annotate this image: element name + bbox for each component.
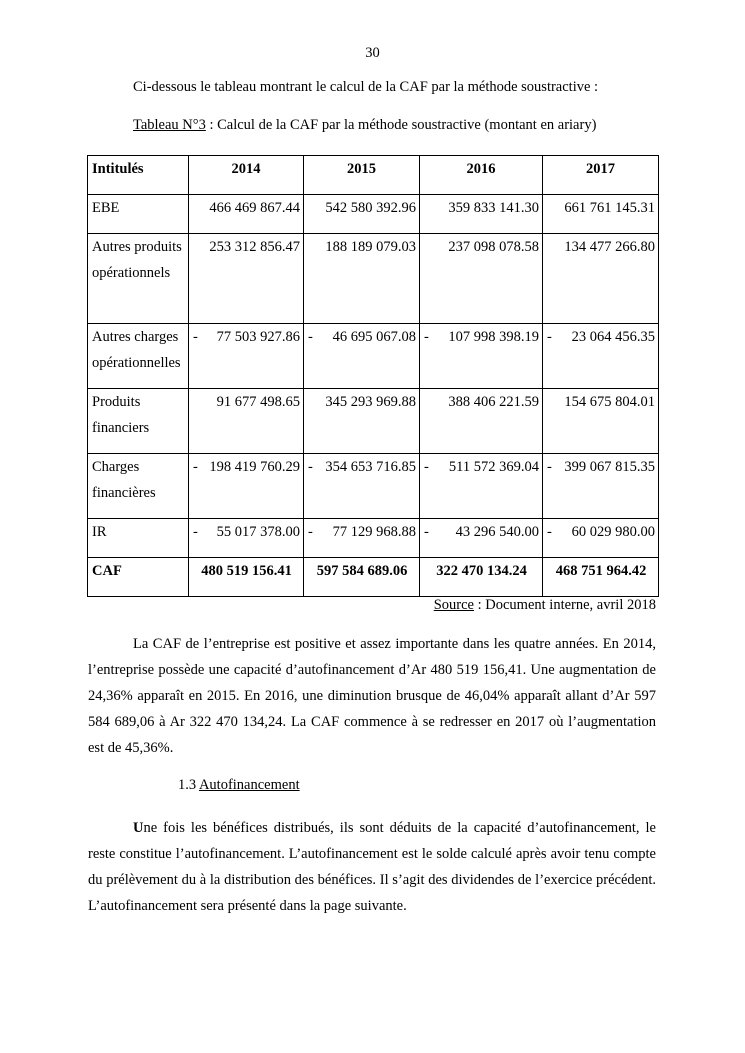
value-cell: 480 519 156.41 [189,558,304,597]
paragraph-initial: U [133,820,144,836]
table-source [434,597,656,614]
source-text: : Document interne, avril 2018 [473,597,656,613]
negative-sign: - [193,459,198,475]
value-cell: - 354 653 716.85 [304,454,420,519]
header-cell: 2015 [304,156,420,195]
table-row [88,324,659,389]
value-cell: 661 761 145.31 [543,195,659,234]
table-row [88,195,659,234]
row-label: Produits financiers [88,389,189,454]
negative-sign: - [308,329,313,345]
header-cell: 2014 [189,156,304,195]
negative-sign: - [193,524,198,540]
paragraph-autofinancement [88,815,656,919]
row-label: IR [88,519,189,558]
negative-sign: - [424,459,429,475]
negative-sign: - [308,524,313,540]
value-cell: 466 469 867.44 [189,195,304,234]
intro-text: Ci-dessous le tableau montrant le calcul de la CAF par la méthode soustractive : [133,79,599,95]
source-label: Source [433,597,474,613]
value-cell: - 46 695 067.08 [304,324,420,389]
row-label: Autres produits opérationnels [88,234,189,324]
table-row [88,234,659,324]
value-cell: - 77 503 927.86 [189,324,304,389]
row-label: CAF [88,558,189,597]
negative-sign: - [308,459,313,475]
row-label: Charges financières [88,454,189,519]
value-cell: 542 580 392.96 [304,195,420,234]
value-cell: 134 477 266.80 [543,234,659,324]
value-cell: - 511 572 369.04 [420,454,543,519]
negative-sign: - [547,329,552,345]
table-row [88,454,659,519]
value-cell: 91 677 498.65 [189,389,304,454]
negative-sign: - [547,459,552,475]
value-cell: 322 470 134.24 [420,558,543,597]
value-cell: - 55 017 378.00 [189,519,304,558]
negative-sign: - [193,329,198,345]
value-cell: 188 189 079.03 [304,234,420,324]
value-cell: 253 312 856.47 [189,234,304,324]
value-cell: - 23 064 456.35 [543,324,659,389]
value-cell: - 43 296 540.00 [420,519,543,558]
table-header-row [88,156,659,195]
table-caption-label: Tableau N°3 [133,117,206,133]
value-cell: 597 584 689.06 [304,558,420,597]
paragraph-caf-analysis: La CAF de l’entreprise est positive et assez importante dans les quatre années. En 2014, l’entreprise possède une capacité d’autofinancement d’Ar 480 519 156,41. Une augmentation de 24,36% apparaît en 2015. En 2016, une diminution brusque de 46,04% apparaît allant d’Ar 597 584 689,06 à Ar 322 470 134,24. La CAF commence à se redresser en 2017 où l’augmentation est de 45,36%. [88,636,656,756]
header-cell: 2016 [420,156,543,195]
section-number: 1.3 [178,777,199,793]
value-cell: 237 098 078.58 [420,234,543,324]
paragraph-body: ne fois les bénéfices distribués, ils sont déduits de la capacité d’autofinancement, le reste constitue l’autofinancement. L’autofinancement est le solde calculé après avoir tenu compte du prélèvement du à la distribution des bénéfices. Il s’agit des dividendes de l’exercice précédent. L’autofinancement sera présenté dans la page suivante. [88,820,656,914]
page-number: 30 [365,45,380,61]
header-cell: 2017 [543,156,659,195]
table-row [88,389,659,454]
value-cell: - 77 129 968.88 [304,519,420,558]
table-caption-text: : Calcul de la CAF par la méthode soustractive (montant en ariary) [205,117,597,133]
row-label: Autres charges opérationnelles [88,324,189,389]
header-cell: Intitulés [88,156,189,195]
value-cell: 388 406 221.59 [420,389,543,454]
value-cell: 345 293 969.88 [304,389,420,454]
value-cell: 468 751 964.42 [543,558,659,597]
negative-sign: - [424,524,429,540]
negative-sign: - [424,329,429,345]
value-cell: 154 675 804.01 [543,389,659,454]
value-cell: - 107 998 398.19 [420,324,543,389]
section-title: Autofinancement [198,777,300,793]
value-cell: - 198 419 760.29 [189,454,304,519]
value-cell: 359 833 141.30 [420,195,543,234]
table-caption [133,117,596,134]
section-heading [178,777,300,794]
negative-sign: - [547,524,552,540]
value-cell: - 399 067 815.35 [543,454,659,519]
table-row [88,519,659,558]
row-label: EBE [88,195,189,234]
table-row-total [88,558,659,597]
value-cell: - 60 029 980.00 [543,519,659,558]
caf-table [87,155,659,597]
